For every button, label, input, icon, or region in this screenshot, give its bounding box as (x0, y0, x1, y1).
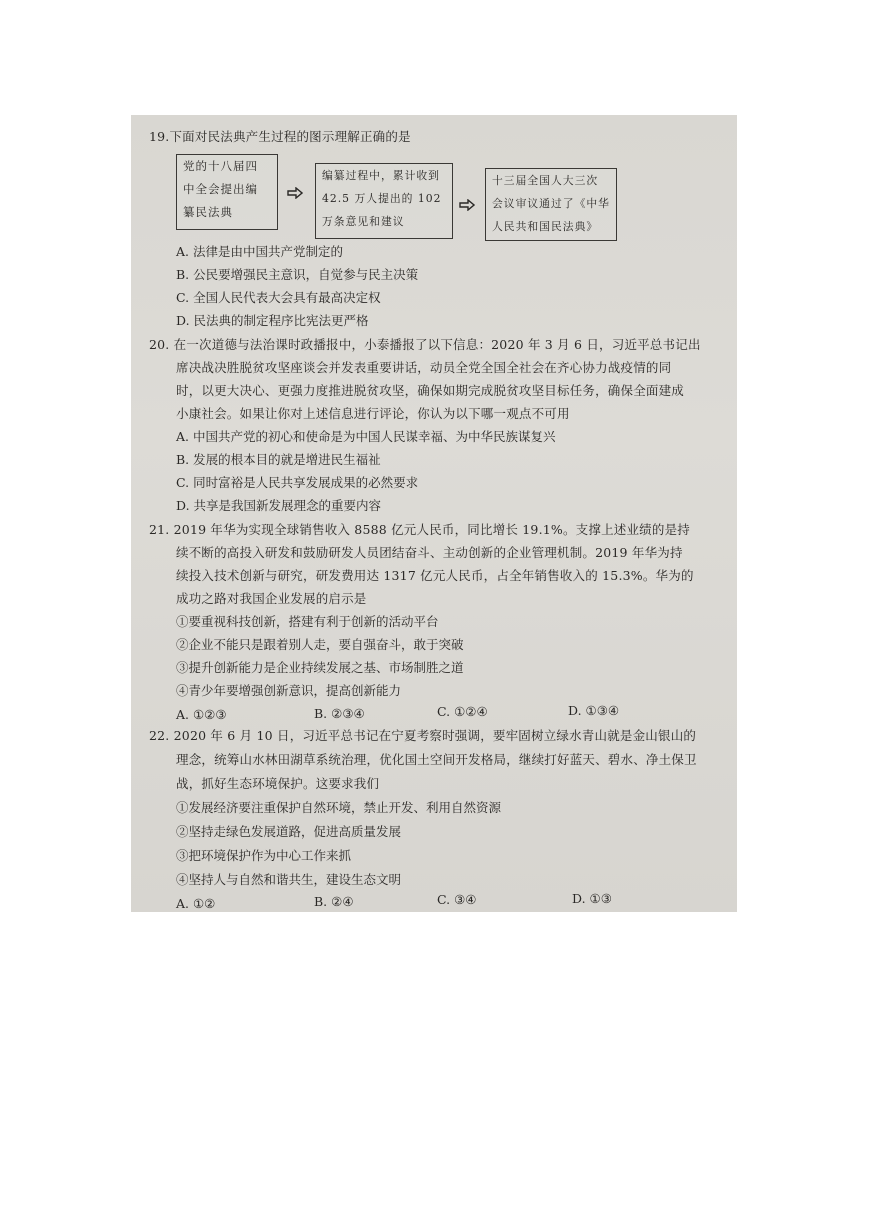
flow-box-3-line-3: 人民共和国民法典》 (492, 220, 599, 233)
q21-stem-line-3: 续投入技术创新与研究，研发费用达 1317 亿元人民币，占全年销售收入的 15.3%。华为的 (176, 568, 694, 583)
q21-choice-a: A. ①②③ (176, 707, 227, 722)
flow-box-3-line-2: 会议审议通过了《中华 (492, 197, 610, 210)
q21-item-1: ①要重视科技创新，搭建有利于创新的活动平台 (176, 614, 439, 629)
flow-box-2 (315, 163, 453, 239)
flow-box-2-line-3: 万条意见和建议 (322, 215, 405, 228)
flow-box-2-line-1: 编纂过程中，累计收到 (322, 169, 440, 182)
q20-stem-line-3: 时，以更大决心、更强力度推进脱贫攻坚，确保如期完成脱贫攻坚目标任务，确保全面建成 (176, 383, 685, 398)
q22-choice-c: C. ③④ (437, 892, 477, 907)
q22-item-1: ①发展经济要注重保护自然环境，禁止开发、利用自然资源 (176, 800, 502, 815)
q21-choice-c: C. ①②④ (437, 704, 488, 719)
q20-option-d: D. 共享是我国新发展理念的重要内容 (176, 498, 382, 513)
q20-stem-line-2: 席决战决胜脱贫攻坚座谈会并发表重要讲话，动员全党全国全社会在齐心协力战疫情的同 (176, 360, 672, 375)
flow-box-1 (176, 154, 278, 230)
q19-option-a: A. 法律是由中国共产党制定的 (176, 244, 343, 259)
q20-option-c: C. 同时富裕是人民共享发展成果的必然要求 (176, 475, 419, 490)
q21-stem-line-2: 续不断的高投入研发和鼓励研发人员团结奋斗、主动创新的企业管理机制。2019 年华为持 (176, 545, 683, 560)
q22-item-4: ④坚持人与自然和谐共生，建设生态文明 (176, 872, 402, 887)
q22-stem-line-2: 理念，统筹山水林田湖草系统治理，优化国土空间开发格局，继续打好蓝天、碧水、净土保卫 (176, 752, 697, 767)
q20-stem-line-1: 20. 在一次道德与法治课时政播报中，小泰播报了以下信息：2020 年 3 月 6 日，习近平总书记出 (149, 337, 701, 352)
q22-stem-line-3: 战，抓好生态环境保护。这要求我们 (176, 776, 380, 791)
q22-item-3: ③把环境保护作为中心工作来抓 (176, 848, 352, 863)
flow-box-1-line-1: 党的十八届四 (183, 159, 258, 173)
flow-box-1-line-3: 纂民法典 (183, 205, 233, 219)
q22-stem-line-1: 22. 2020 年 6 月 10 日，习近平总书记在宁夏考察时强调，要牢固树立绿水青山就是金山银山的 (149, 728, 697, 743)
flow-box-1-line-2: 中全会提出编 (183, 182, 258, 196)
q19-option-d: D. 民法典的制定程序比宪法更严格 (176, 313, 369, 328)
q21-stem-line-1: 21. 2019 年华为实现全球销售收入 8588 亿元人民币，同比增长 19.1%。支撑上述业绩的是持 (149, 522, 690, 537)
q22-item-2: ②坚持走绿色发展道路，促进高质量发展 (176, 824, 402, 839)
q21-item-4: ④青少年要增强创新意识，提高创新能力 (176, 683, 402, 698)
q21-item-2: ②企业不能只是跟着别人走，要自强奋斗，敢于突破 (176, 637, 464, 652)
exam-photo (131, 115, 737, 912)
q19-option-b: B. 公民要增强民主意识，自觉参与民主决策 (176, 267, 419, 282)
q20-option-b: B. 发展的根本目的就是增进民生福祉 (176, 452, 381, 467)
q22-choice-a: A. ①② (176, 896, 216, 911)
q19-option-c: C. 全国人民代表大会具有最高决定权 (176, 290, 381, 305)
q19-stem: 19.下面对民法典产生过程的图示理解正确的是 (149, 129, 411, 144)
q21-stem-line-4: 成功之路对我国企业发展的启示是 (176, 591, 367, 606)
flow-box-3-line-1: 十三届全国人大三次 (492, 174, 599, 187)
q21-item-3: ③提升创新能力是企业持续发展之基、市场制胜之道 (176, 660, 464, 675)
q21-choice-b: B. ②③④ (314, 706, 365, 721)
flow-box-3 (485, 168, 617, 241)
flow-arrow-icon (459, 199, 475, 211)
flow-box-2-line-2: 42.5 万人提出的 102 (322, 192, 442, 205)
q22-choice-b: B. ②④ (314, 894, 354, 909)
q20-stem-line-4: 小康社会。如果让你对上述信息进行评论，你认为以下哪一观点不可用 (176, 406, 570, 421)
flow-arrow-icon (287, 187, 303, 199)
q22-choice-d: D. ①③ (572, 891, 612, 906)
q21-choice-d: D. ①③④ (568, 703, 620, 718)
q20-option-a: A. 中国共产党的初心和使命是为中国人民谋幸福、为中华民族谋复兴 (176, 429, 556, 444)
